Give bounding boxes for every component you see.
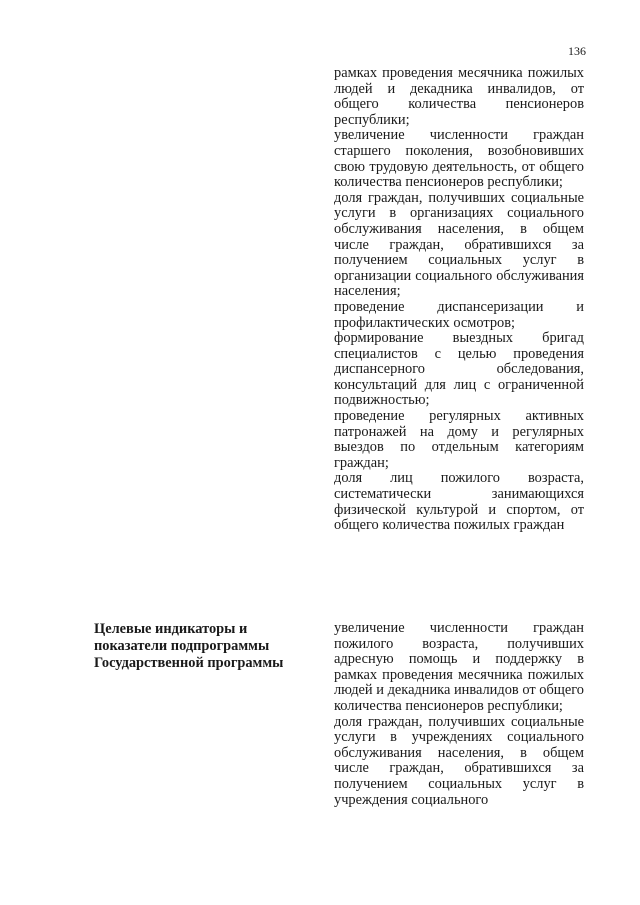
section-heading xyxy=(94,621,314,672)
section-heading-line: Целевые индикаторы и xyxy=(94,621,248,637)
list-item: проведение диспансеризации и профилактических осмотров; xyxy=(334,298,584,331)
section-heading-line: показатели подпрограммы xyxy=(94,638,270,654)
section-heading-line: Государственной программы xyxy=(94,655,284,671)
list-item: проведение регулярных активных патронажей на дому и регулярных выездов по отдельным категориям граждан; xyxy=(334,408,584,471)
list-item: рамках проведения месячника пожилых людей и декадника инвалидов, от общего количества пенсионеров республики; xyxy=(334,65,584,128)
list-item: увеличение численности граждан пожилого возраста, получивших адресную помощь и поддержку в рамках проведения месячника пожилых людей и декадника инвалидов от общего количества пенсионеров республики; xyxy=(334,620,584,714)
list-item: доля граждан, получивших социальные услуги в учреждениях социального обслуживания населения, в общем числе граждан, обратившихся за получением социальных услуг в учреждения социального xyxy=(334,713,584,808)
list-item: формирование выездных бригад специалистов с целью проведения диспансерного обследования, консультаций для лиц с ограниченной подвижностью; xyxy=(334,330,584,409)
indicator-list-continued xyxy=(334,66,584,534)
list-item: увеличение численности граждан старшего поколения, возобновивших свою трудовую деятельность, от общего количества пенсионеров республики; xyxy=(334,127,584,191)
page-number: 136 xyxy=(568,44,586,58)
indicator-list xyxy=(334,621,584,808)
list-item: доля граждан, получивших социальные услуги в организациях социального обслуживания населения, в общем числе граждан, обратившихся за получением социальных услуг в организации социального обслуживания населения; xyxy=(334,189,584,300)
list-item: доля лиц пожилого возраста, систематически занимающихся физической культурой и спортом, от общего количества пожилых граждан xyxy=(334,470,584,534)
